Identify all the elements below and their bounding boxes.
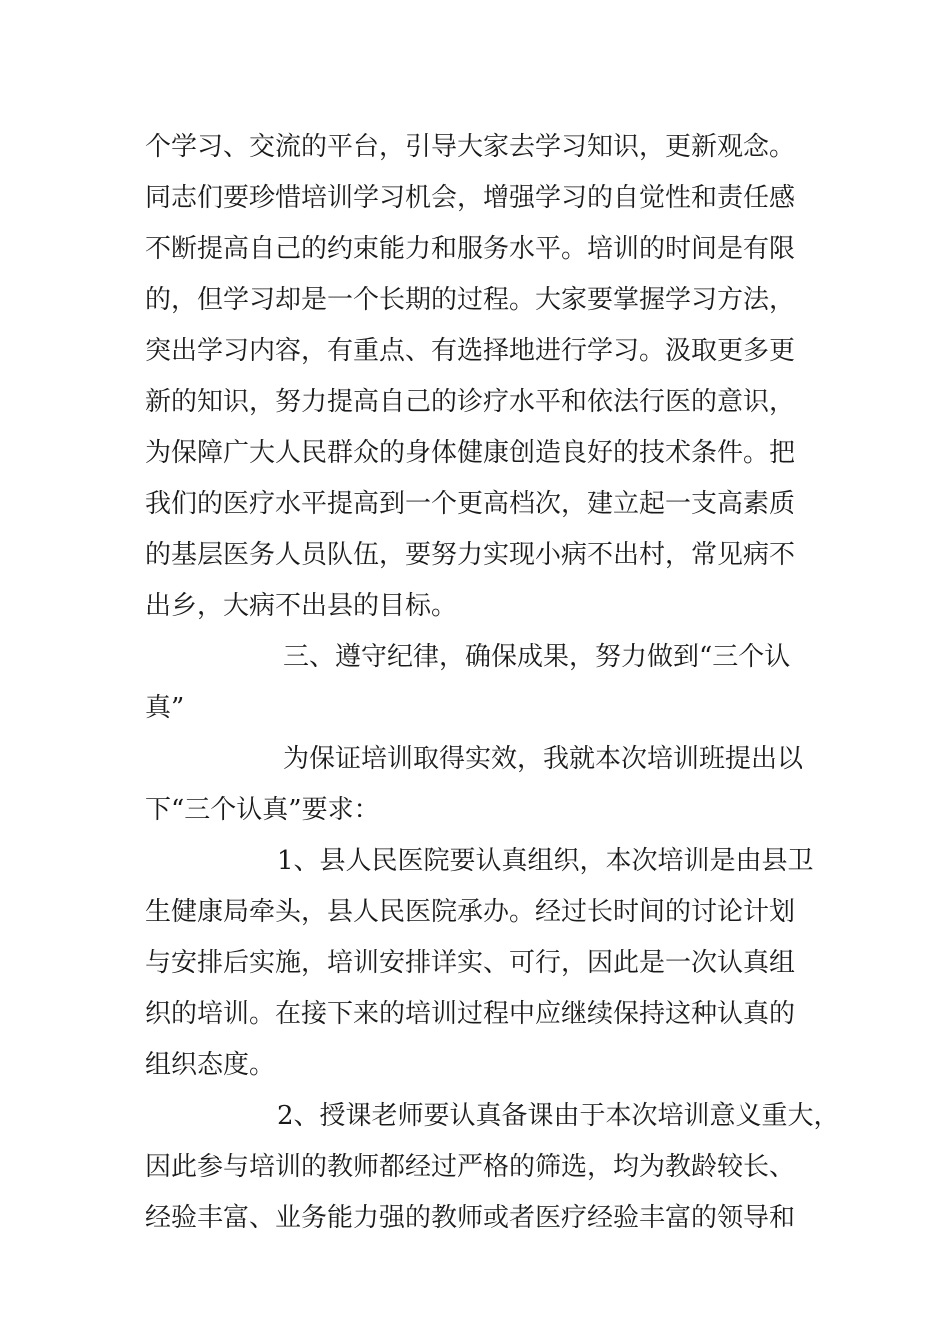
text-line: 为保证培训取得实效，我就本次培训班提出以 (283, 744, 804, 774)
text-line: 与安排后实施，培训安排详实、可行，因此是一次认真组 (145, 948, 796, 978)
text-line: 下“三个认真”要求： (145, 795, 380, 825)
list-item-1: 1、县人民医院要认真组织，本次培训是由县卫 (277, 846, 814, 876)
text-line: 织的培训。在接下来的培训过程中应继续保持这种认真的 (145, 999, 796, 1029)
text-line: 个学习、交流的平台，引导大家去学习知识，更新观念。 (145, 132, 796, 162)
text-line: 的基层医务人员队伍，要努力实现小病不出村，常见病不 (145, 540, 796, 570)
document-body (145, 122, 845, 1244)
section-heading: 三、遵守纪律，确保成果，努力做到“三个认 (283, 642, 791, 672)
text-line: 因此参与培训的教师都经过严格的筛选，均为教龄较长、 (145, 1152, 796, 1182)
text-line: 出乡，大病不出县的目标。 (145, 591, 458, 621)
text-line: 新的知识，努力提高自己的诊疗水平和依法行医的意识， (145, 387, 796, 417)
section-heading-cont: 真” (145, 693, 185, 723)
list-item-2: 2、授课老师要认真备课由于本次培训意义重大， (277, 1101, 840, 1131)
text-line: 为保障广大人民群众的身体健康创造良好的技术条件。把 (145, 438, 796, 468)
text-line: 突出学习内容，有重点、有选择地进行学习。汲取更多更 (145, 336, 796, 366)
text-line: 同志们要珍惜培训学习机会，增强学习的自觉性和责任感 (145, 183, 796, 213)
text-line: 组织态度。 (145, 1050, 276, 1080)
text-line: 经验丰富、业务能力强的教师或者医疗经验丰富的领导和 (145, 1203, 796, 1233)
text-line: 生健康局牵头，县人民医院承办。经过长时间的讨论计划 (145, 897, 796, 927)
text-line: 的，但学习却是一个长期的过程。大家要掌握学习方法， (145, 285, 796, 315)
text-line: 不断提高自己的约束能力和服务水平。培训的时间是有限 (145, 234, 796, 264)
text-line: 我们的医疗水平提高到一个更高档次，建立起一支高素质 (145, 489, 796, 519)
